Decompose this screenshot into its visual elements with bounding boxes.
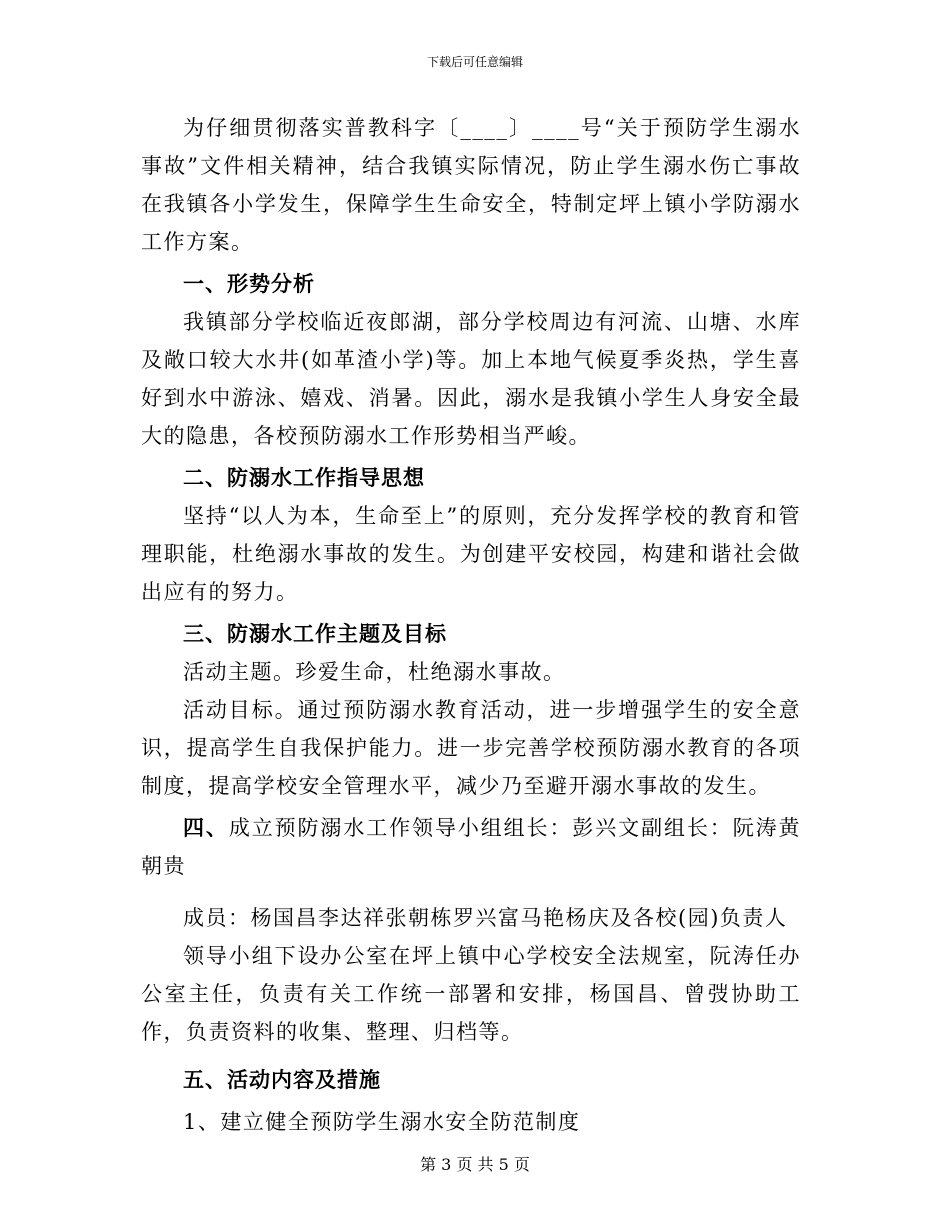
document-body <box>141 109 801 1141</box>
section-1-text: 我镇部分学校临近夜郎湖，部分学校周边有河流、山塘、水库及敞口较大水井(如革渣小学)等。加上本地气候夏季炎热，学生喜好到水中游泳、嬉戏、消暑。因此，溺水是我镇小学生人身安全最大的隐患，各校预防溺水工作形势相当严峻。 <box>141 310 801 448</box>
section-1-title: 一、形势分析 <box>183 271 315 296</box>
section-3-goal: 活动目标。通过预防溺水教育活动，进一步增强学生的安全意识，提高学生自我保护能力。进一步完善学校预防溺水教育的各项制度，提高学校安全管理水平，减少乃至避开溺水事故的发生。 <box>141 698 801 798</box>
section-3-theme: 活动主题。珍爱生命，杜绝溺水事故。 <box>183 660 566 684</box>
section-5-title: 五、活动内容及措施 <box>183 1067 381 1092</box>
section-2-title: 二、防溺水工作指导思想 <box>183 465 425 490</box>
section-4-office: 领导小组下设办公室在坪上镇中心学校安全法规室，阮涛任办公室主任，负责有关工作统一部署和安排，杨国昌、曾弢协助工作，负责资料的收集、整理、归档等。 <box>141 944 801 1044</box>
section-4-title-text: 成立预防溺水工作领导小组组长：彭兴文副组长：阮涛黄朝贵 <box>141 816 802 878</box>
section-4-members: 成员：杨国昌李达祥张朝栋罗兴富马艳杨庆及各校(园)负责人 <box>183 906 788 930</box>
section-3-title: 三、防溺水工作主题及目标 <box>183 621 447 646</box>
section-5-item-1: 1、建立健全预防学生溺水安全防范制度 <box>183 1110 581 1134</box>
section-4-number: 四、 <box>183 815 229 840</box>
page-footer: 第 3 页 共 5 页 <box>420 1155 530 1174</box>
page-header: 下载后可任意编辑 <box>426 55 523 69</box>
section-4-title <box>141 809 801 885</box>
section-2-text: 坚持“以人为本，生命至上”的原则，充分发挥学校的教育和管理职能，杜绝溺水事故的发生。为创建平安校园，构建和谐社会做出应有的努力。 <box>141 504 801 604</box>
intro-paragraph: 为仔细贯彻落实普教科字〔____〕____号“关于预防学生溺水事故”文件相关精神，结合我镇实际情况，防止学生溺水伤亡事故在我镇各小学发生，保障学生生命安全，特制定坪上镇小学防溺水工作方案。 <box>141 116 801 254</box>
